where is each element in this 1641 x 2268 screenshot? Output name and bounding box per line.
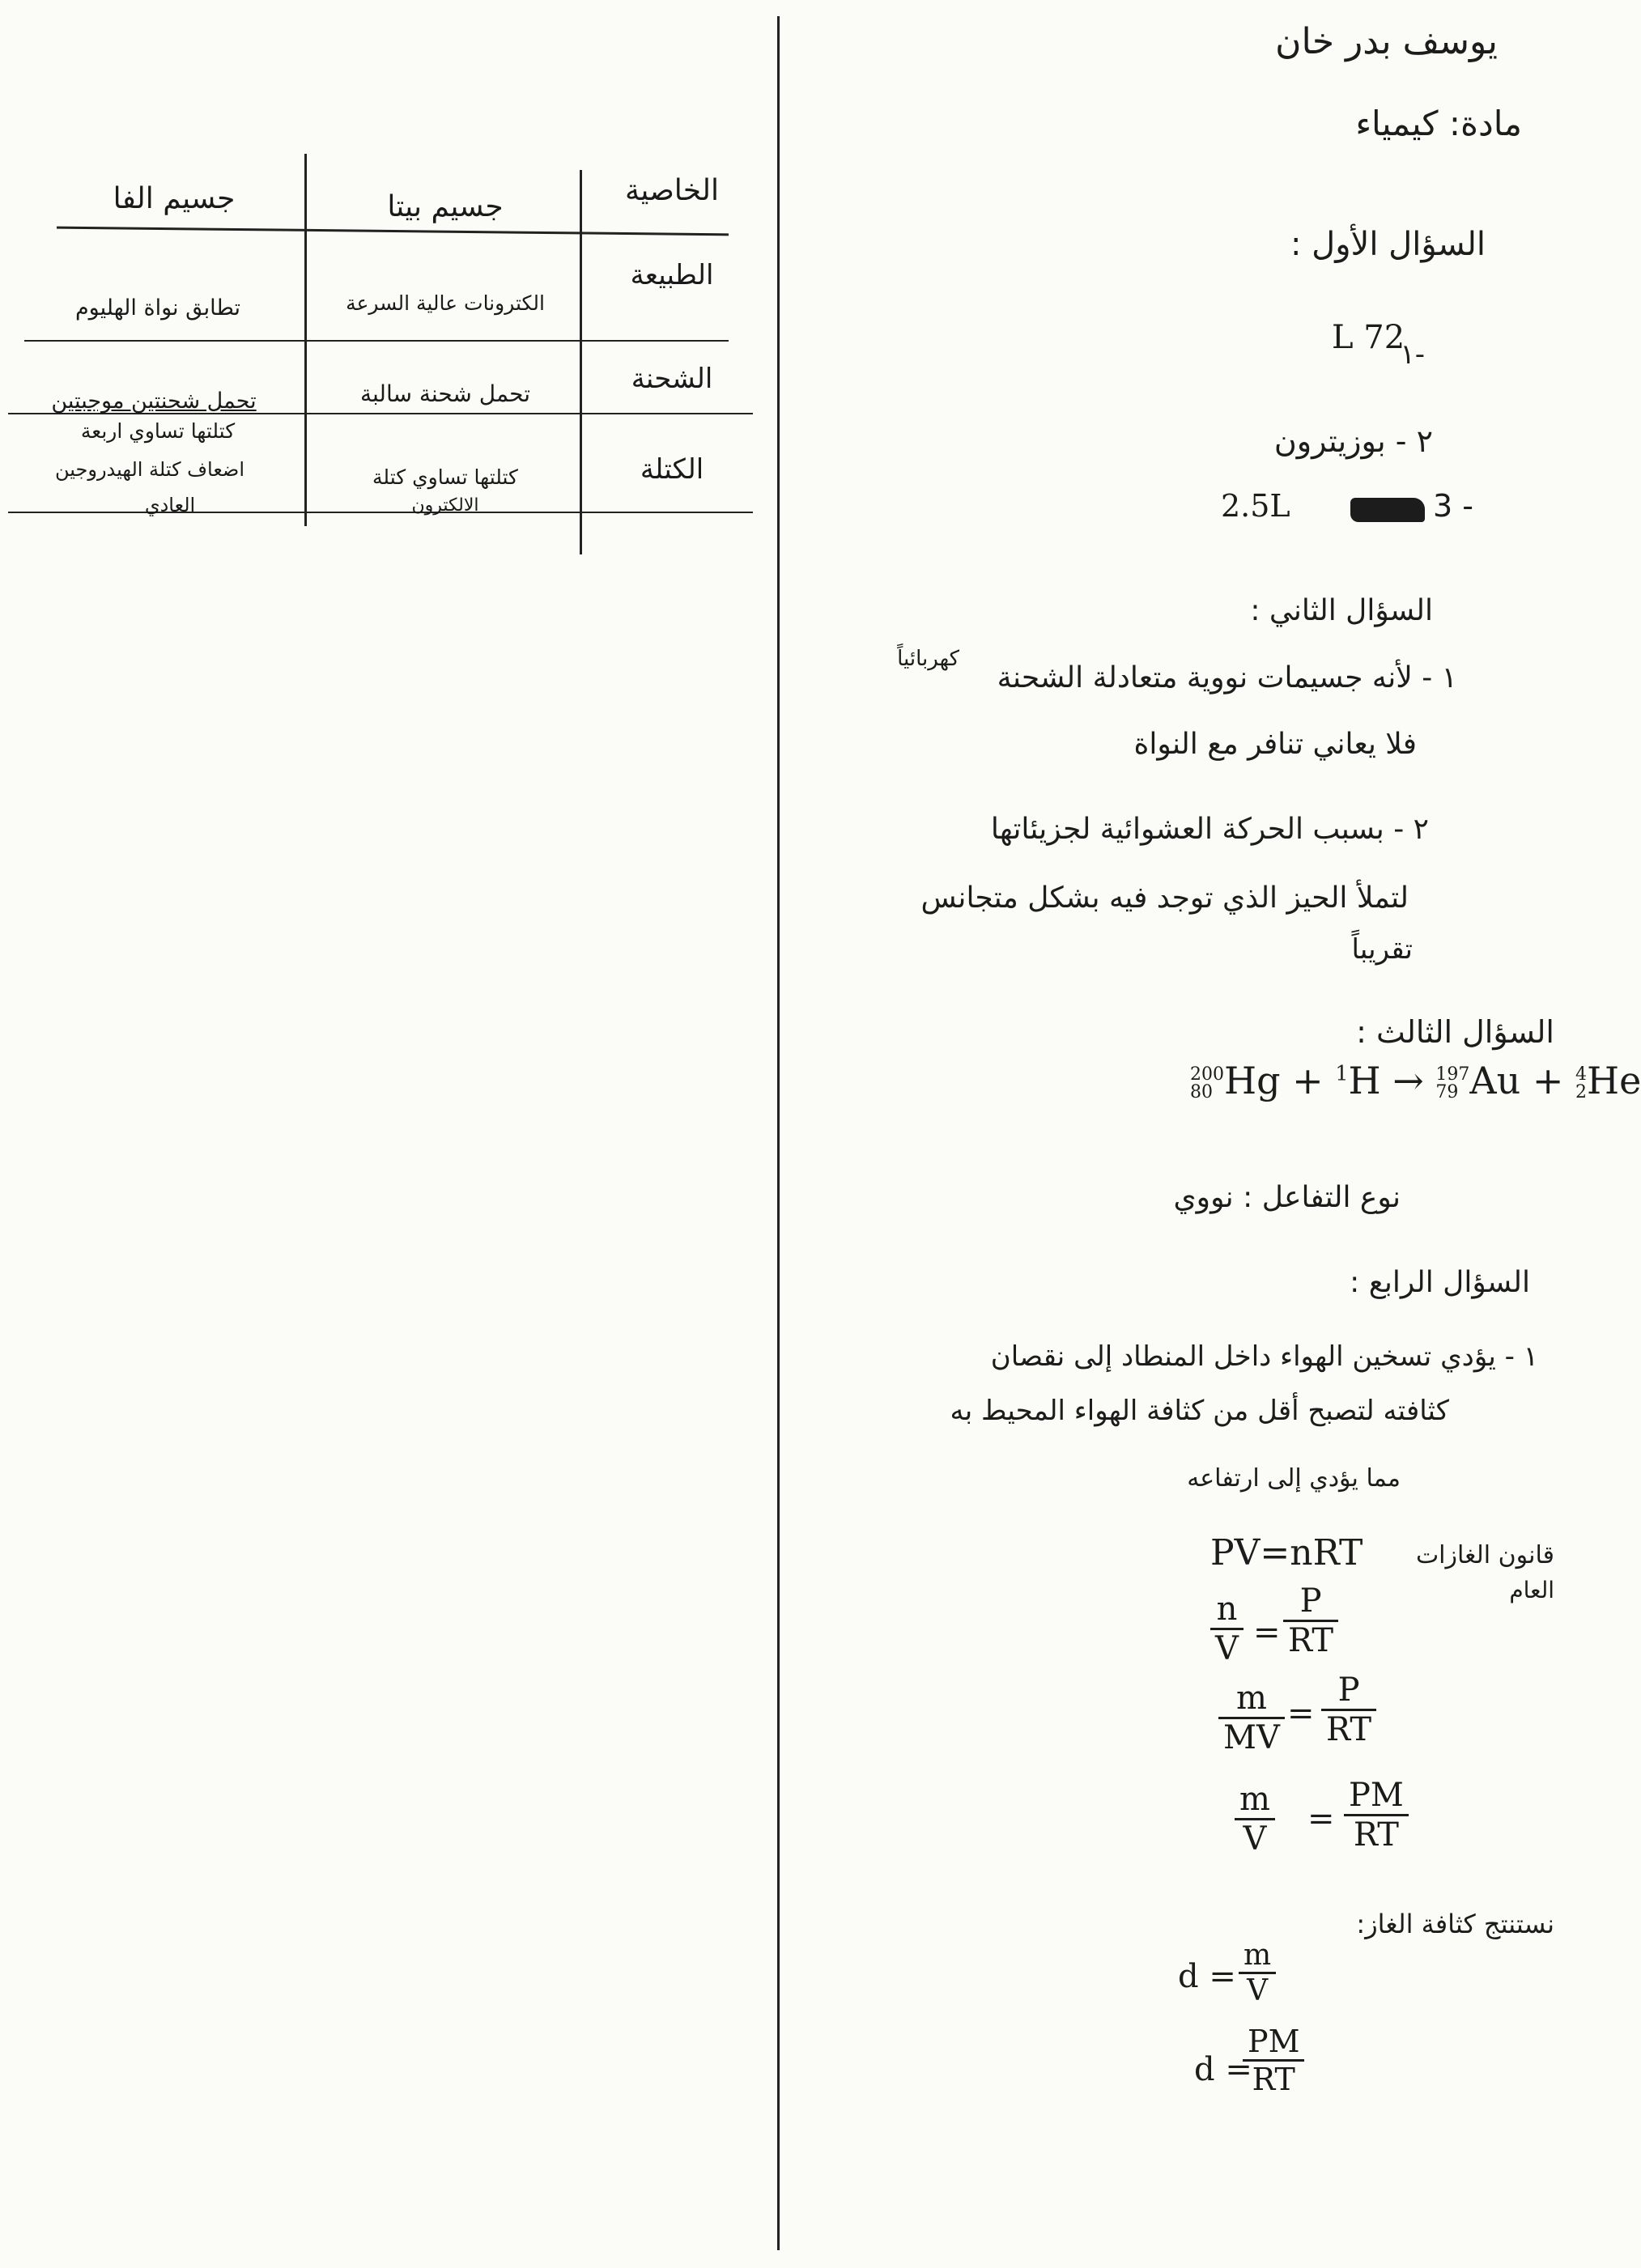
frac-p-over-rt-1: P RT xyxy=(1283,1582,1338,1659)
q1-answer-1-value: L 72 xyxy=(1332,319,1405,356)
density-final-d: d = xyxy=(1194,2051,1252,2088)
q1-title: السؤال الأول : xyxy=(1290,226,1486,263)
comparison-table xyxy=(0,0,777,567)
au-isotope: 197 79 Au xyxy=(1435,1059,1521,1102)
q2-line-2: فلا يعاني تنافر مع النواة xyxy=(1133,728,1417,761)
q4-line-1: ١ - يؤدي تسخين الهواء داخل المنطاد إلى نقصان xyxy=(990,1340,1538,1373)
q3-nuclear-equation: 200 80 Hg + $^1$H → 197 79 Au + 4 2 He xyxy=(1190,1059,1641,1102)
density-def-d: d = xyxy=(1178,1958,1236,1995)
gas-law-label-2: العام xyxy=(1509,1577,1554,1603)
student-name: يوسف بدر خان xyxy=(1275,21,1498,62)
q2-line-5: تقريباً xyxy=(1351,933,1413,966)
q2-title: السؤال الثاني : xyxy=(1250,594,1433,627)
q1-answer-3-number: 3 - xyxy=(1433,488,1473,524)
density-label: نستنتج كثافة الغاز: xyxy=(1356,1909,1554,1939)
q3-title: السؤال الثالث : xyxy=(1356,1014,1554,1050)
gas-law-label: قانون الغازات xyxy=(1415,1541,1554,1569)
eq-sign-1: = xyxy=(1253,1614,1281,1651)
table-header-line xyxy=(57,227,729,236)
row-prop-nature: الطبيعة xyxy=(630,259,714,291)
table-col-line-2 xyxy=(580,170,582,554)
row-beta-mass-line2: الالكترون xyxy=(411,495,479,516)
row-beta-nature: الكترونات عالية السرعة xyxy=(346,291,545,315)
q1-answer-1-number: -١ xyxy=(1400,338,1425,371)
frac-n-over-v: n V xyxy=(1210,1591,1244,1667)
frac-density-m-over-v: m V xyxy=(1239,1939,1276,2007)
page-divider xyxy=(777,16,780,2250)
row-prop-mass: الكتلة xyxy=(640,453,704,486)
q1-answer-3-scribble xyxy=(1350,498,1425,522)
frac-pm-over-rt: PM RT xyxy=(1344,1777,1409,1854)
q2-line-1: ١ - لأنه جسيمات نووية متعادلة الشحنة xyxy=(997,661,1457,694)
table-header-property: الخاصية xyxy=(625,174,719,207)
he-nucleus: 4 2 He xyxy=(1575,1059,1641,1102)
q1-answer-3-value: 2.5L xyxy=(1221,488,1290,524)
frac-p-over-rt-2: P RT xyxy=(1321,1671,1376,1748)
row-alpha-charge: تحمل شحنتين موجبتين xyxy=(51,389,257,414)
row-prop-charge: الشحنة xyxy=(631,363,713,395)
table-header-beta: جسيم بيتا xyxy=(387,190,504,223)
q2-line-4: لتملأ الحيز الذي توجد فيه بشكل متجانس xyxy=(920,881,1409,915)
row-alpha-mass-line2: اضعاف كتلة الهيدروجين xyxy=(55,458,244,481)
row-beta-mass-line1: كتلتها تساوي كتلة xyxy=(372,465,518,489)
q3-reaction-type: نوع التفاعل : نووي xyxy=(1173,1181,1401,1214)
subject-label: مادة: كيمياء xyxy=(1355,104,1522,143)
gas-law-equation: PV=nRT xyxy=(1210,1532,1363,1574)
frac-m-over-mv: m MV xyxy=(1218,1680,1285,1756)
q4-line-3: مما يؤدي إلى ارتفاعه xyxy=(1187,1464,1401,1493)
table-col-line-1 xyxy=(304,154,307,526)
q2-correction-note: كهربائياً xyxy=(897,647,959,671)
row-alpha-mass-line3: العادي xyxy=(144,494,196,516)
row-alpha-nature: تطابق نواة الهليوم xyxy=(74,295,241,321)
q2-line-3: ٢ - بسبب الحركة العشوائية لجزيئاتها xyxy=(990,813,1429,846)
q4-line-2: كثافته لتصبح أقل من كثافة الهواء المحيط به xyxy=(950,1395,1449,1427)
table-header-alpha: جسيم الفا xyxy=(113,182,236,215)
frac-m-over-v: m V xyxy=(1235,1781,1275,1858)
eq-sign-3: = xyxy=(1307,1800,1335,1837)
q1-answer-2: ٢ - بوزيترون xyxy=(1273,423,1433,459)
h-nucleus: $^1$H xyxy=(1335,1059,1381,1102)
hg-isotope: 200 80 Hg xyxy=(1190,1059,1281,1102)
eq-sign-2: = xyxy=(1287,1695,1315,1732)
frac-density-pm-over-rt: PM RT xyxy=(1243,2024,1304,2097)
row-alpha-mass-line1: كتلتها تساوي اربعة xyxy=(80,419,236,443)
q4-title: السؤال الرابع : xyxy=(1350,1266,1530,1299)
row-beta-charge: تحمل شحنة سالبة xyxy=(359,380,531,407)
table-row-line-1 xyxy=(24,340,729,342)
